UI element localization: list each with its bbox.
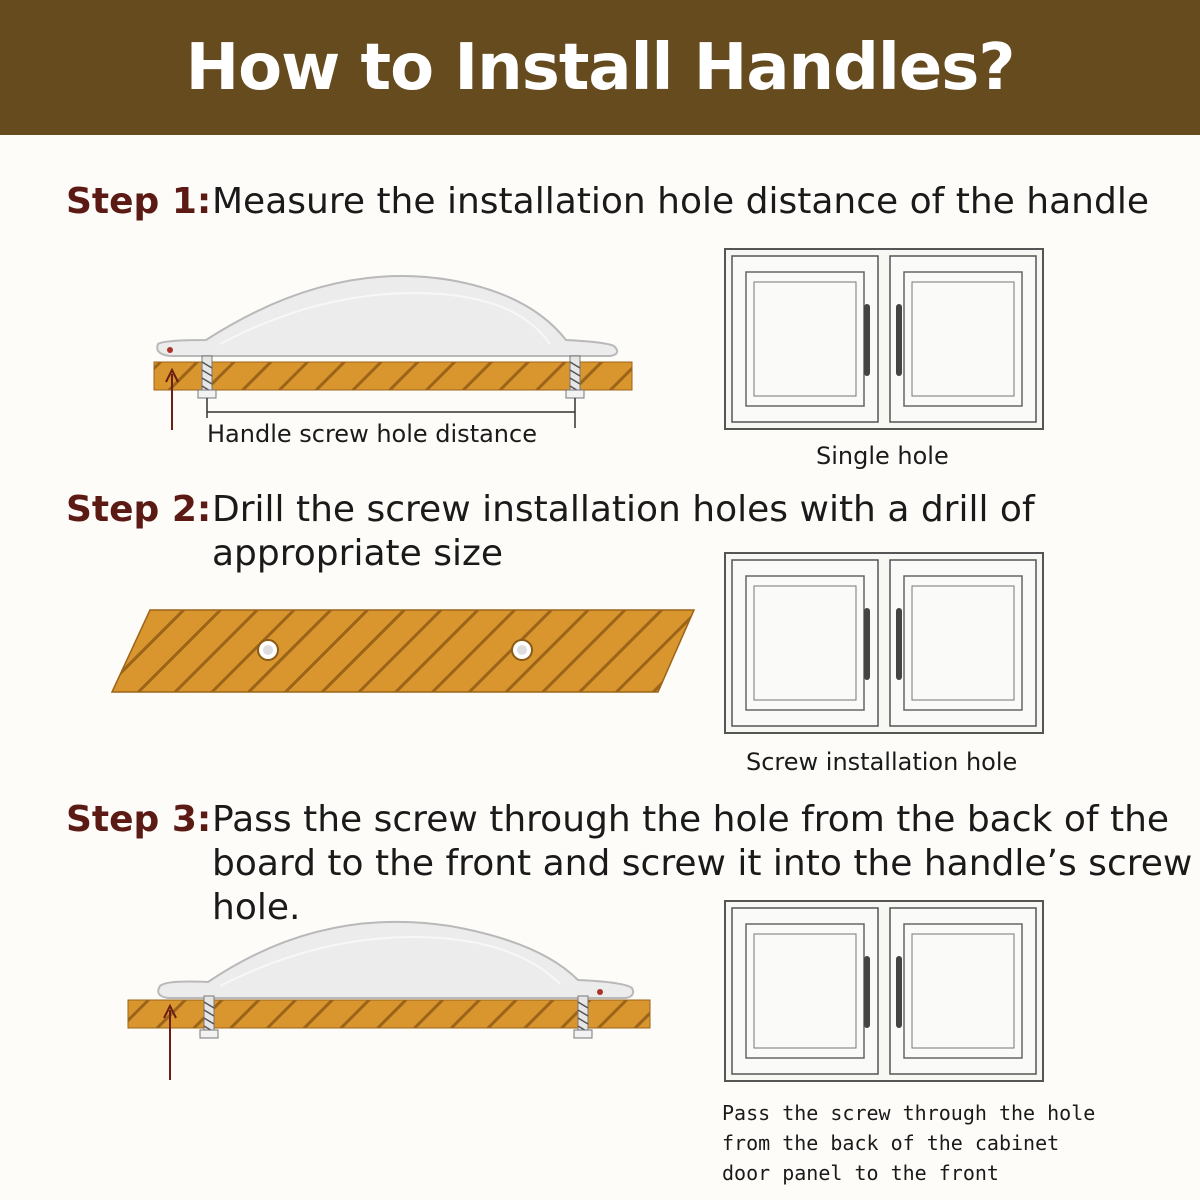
- step-3-text: [212, 798, 1196, 930]
- step-3-label: Step 3:: [66, 799, 212, 840]
- step-2-text-line1: Drill the screw installation holes with a drill of: [212, 489, 1035, 530]
- handle-screw-hole: [167, 347, 173, 353]
- step-3-cabinet-caption: [722, 1098, 1095, 1188]
- handle-arc: [157, 276, 617, 356]
- step-2-label: Step 2:: [66, 489, 212, 530]
- step-3-text-line1: Pass the screw through the hole from the back of the: [212, 799, 1170, 840]
- step-1-cabinet-caption: Single hole: [816, 442, 949, 470]
- step-1-cabinet: [724, 248, 1044, 430]
- handle-arc: [158, 922, 633, 998]
- wood-board: [154, 362, 632, 390]
- step-2-text-line2: appropriate size: [212, 533, 504, 574]
- step-2-cabinet-caption: Screw installation hole: [746, 748, 1018, 776]
- step-1-label: Step 1:: [66, 181, 212, 222]
- page-header: [0, 0, 1200, 135]
- step-3-text-line2: board to the front and screw it into the handle’s screw hole.: [212, 843, 1193, 928]
- handle-screw-hole: [597, 989, 603, 995]
- step-2-cabinet: [724, 552, 1044, 734]
- step-3-caption-line2: from the back of the cabinet: [722, 1131, 1060, 1155]
- step-3-caption-line3: door panel to the front: [722, 1161, 999, 1185]
- step-3-handle-diagram: [120, 916, 660, 1086]
- step-3-caption-line1: Pass the screw through the hole: [722, 1101, 1096, 1125]
- step-1-heading: [66, 180, 1196, 224]
- page-title: How to Install Handles?: [185, 30, 1015, 105]
- step-1-text: Measure the installation hole distance of the handle: [212, 181, 1149, 222]
- step-1-diagram-label: Handle screw hole distance: [207, 420, 537, 448]
- step-3-cabinet: [724, 900, 1044, 1082]
- step-1-handle-diagram: [140, 270, 650, 440]
- step-2-board-diagram: [110, 608, 700, 698]
